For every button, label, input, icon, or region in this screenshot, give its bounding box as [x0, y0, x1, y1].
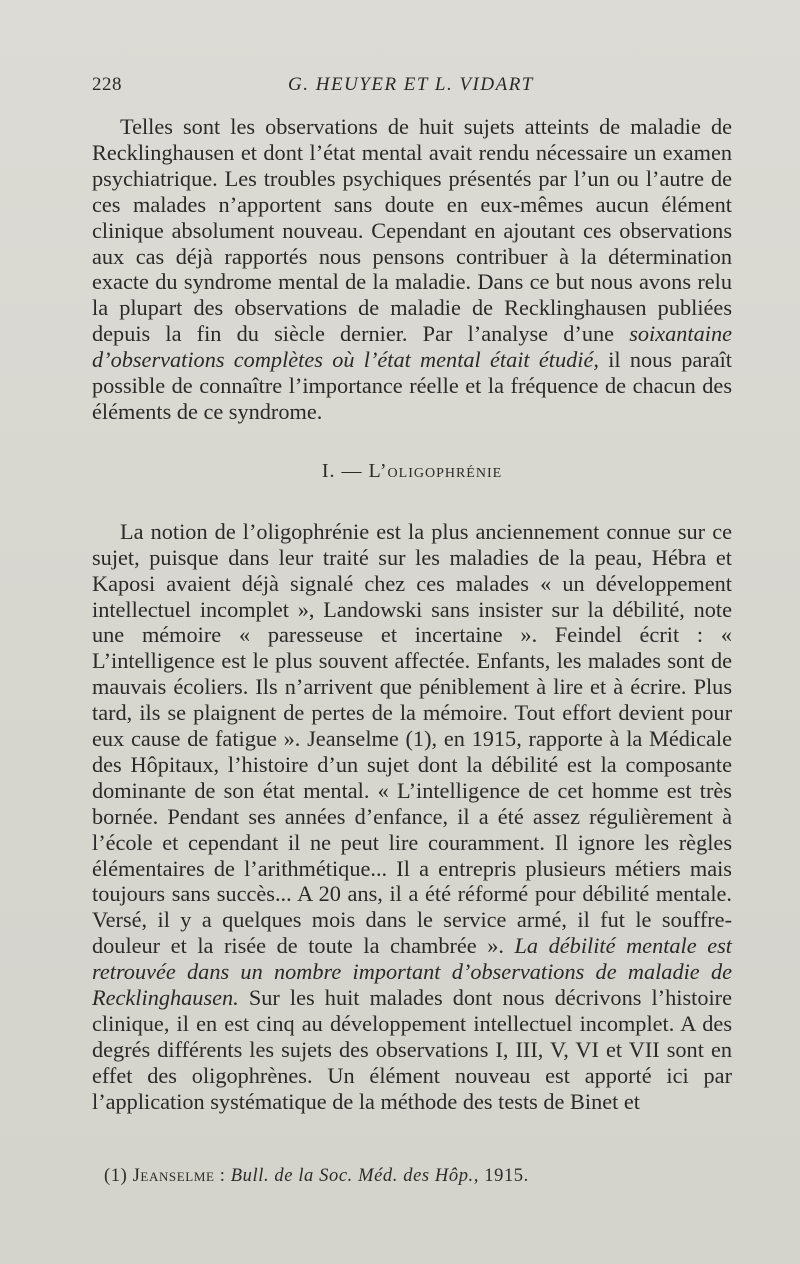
section-title: oligophrénie — [387, 459, 503, 482]
section-title-initial: L’ — [368, 459, 388, 482]
paragraph-oligophrenia — [92, 519, 732, 1115]
section-heading — [92, 459, 732, 485]
running-head — [92, 74, 732, 100]
footnote — [104, 1166, 732, 1187]
paragraph-intro — [92, 114, 732, 425]
footnote-separator: : — [214, 1166, 231, 1186]
paragraph-intro-emphasis: soixantaine d’observations complètes où l’état mental était étudié, — [92, 321, 732, 373]
body-text — [92, 114, 732, 1115]
footnote-author: Jeanselme — [132, 1166, 215, 1186]
page-number: 228 — [92, 74, 122, 95]
paragraph-oligophrenia-text: La notion de l’oligophrénie est la plus anciennement connue sur ce sujet, puisque dans leur traité sur les maladies de la peau, Hébra et Kaposi avaient déjà signalé chez ces malades « un développement intellectuel incomplet », Landowski sans insister sur la débilité, note une mémoire « paresseuse et incertaine ». Feindel écrit : « L’intelligence est le plus souvent affectée. Enfants, les malades sont de mauvais écoliers. Ils n’arrivent que péniblement à lire et à écrire. Plus tard, ils se plaignent de pertes de la mémoire. Tout effort devient pour eux cause de fatigue ». Jeanselme (1), en 1915, rapporte à la Médicale des Hôpitaux, l’histoire d’un sujet dont la débilité est la composante dominante de son état mental. « L’intelligence de cet homme est très bornée. Pendant ses années d’enfance, il a été assez régulièrement à l’école et cependant il ne peut lire couramment. Il ignore les règles élémentaires de l’arithmétique... Il a entrepris plusieurs métiers mais toujours sans succès... A 20 ans, il a été réformé pour débilité mentale. Versé, il y a quelques mois dans le service armé, il fut le souffre-douleur et la risée de toute la chambrée ». — [92, 518, 732, 959]
footnote-year: 1915. — [479, 1166, 529, 1186]
footnote-citation: Bull. de la Soc. Méd. des Hôp., — [230, 1166, 480, 1186]
paragraph-intro-text: Telles sont les observations de huit sujets atteints de maladie de Recklinghausen et dont l’état mental avait rendu nécessaire un examen psychiatrique. Les troubles psychiques présentés par l’un ou l’autre de ces malades n’apportent sans doute en eux-mêmes aucun élément clinique absolument nouveau. Cependant en ajoutant ces observations aux cas déjà rapportés nous pensons contribuer à la détermination exacte du syndrome mental de la maladie. Dans ce but nous avons relu la plupart des observations de maladie de Recklinghausen publiées depuis la fin du siècle dernier. Par l’analyse d’une — [92, 114, 732, 347]
section-number: I. — — [321, 459, 369, 482]
running-title: G. HEUYER ET L. VIDART — [288, 74, 534, 95]
paragraph-intro-text-end: il nous paraît possible de connaître l’importance réelle et la fréquence de chacun des éléments de ce syndrome. — [92, 347, 732, 424]
footnote-marker: (1) — [104, 1166, 133, 1186]
paragraph-oligophrenia-emphasis: La débilité mentale est retrouvée dans un nombre important d’observations de maladie de Recklinghausen. — [92, 933, 732, 1011]
paragraph-oligophrenia-text-end: Sur les huit malades dont nous décrivons l’histoire clinique, il en est cinq au développement intellectuel incomplet. A des degrés différents les sujets des observations I, III, V, VI et VII sont en effet des oligophrènes. Un élément nouveau est apporté ici par l’application systématique de la méthode des tests de Binet et — [92, 985, 732, 1114]
